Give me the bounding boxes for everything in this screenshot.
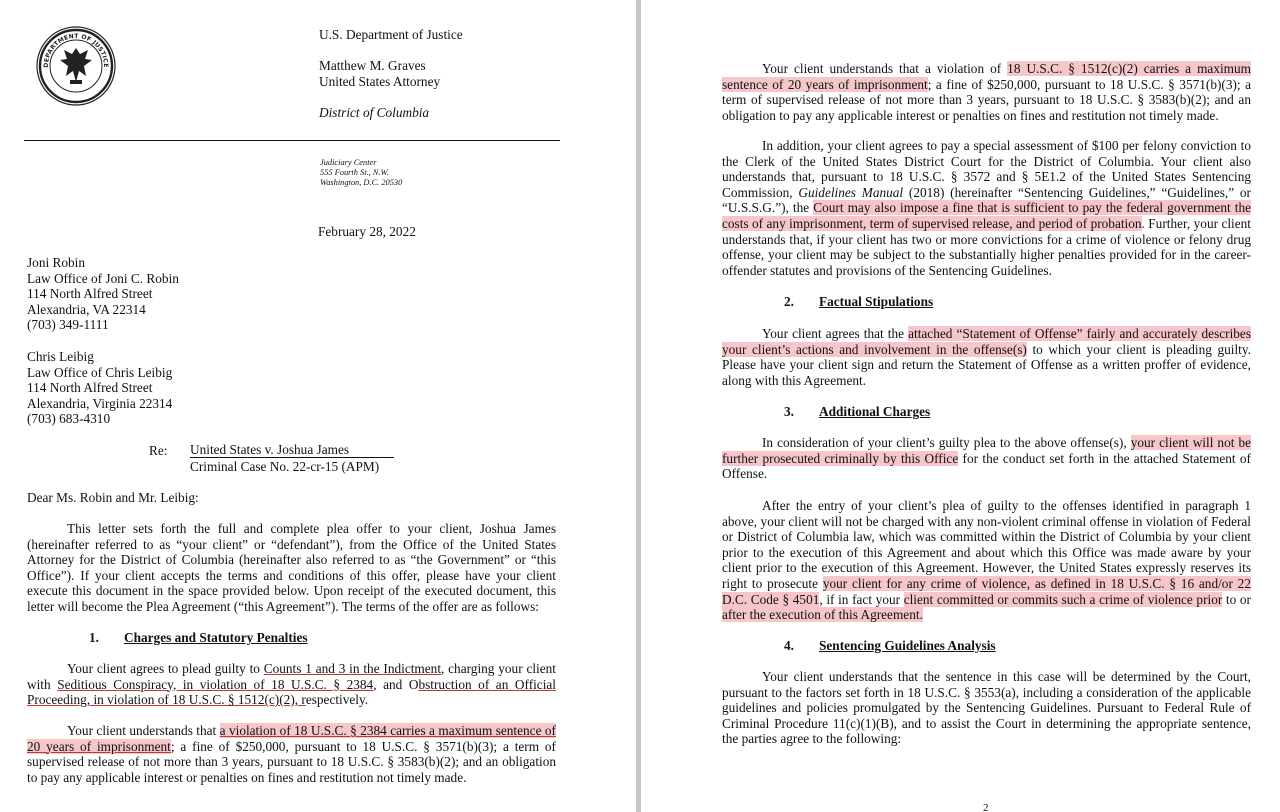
factual-paragraph: Your client agrees that the attached “Statement of Offense” fairly and accurately describes your client’s actions and involvement in the offense(s) to which your client is pleading guilty. Please have your client sign and return the Statement of Offense as a written proffer of evidence, along with this Agreement. bbox=[722, 326, 1251, 388]
attorney-title: United States Attorney bbox=[319, 74, 441, 89]
recipient-address-1: Joni Robin Law Office of Joni C. Robin 114 North Alfred Street Alexandria, VA 22314 (703) 349-1111 bbox=[27, 255, 179, 333]
re-label: Re: bbox=[149, 443, 168, 458]
document-page-2 bbox=[641, 0, 1280, 812]
svg-text:DEPARTMENT OF JUSTICE: DEPARTMENT OF JUSTICE bbox=[42, 32, 110, 68]
section-4-heading: 4. Sentencing Guidelines Analysis bbox=[784, 638, 996, 653]
section-3-heading: 3. Additional Charges bbox=[784, 404, 931, 419]
letterhead-divider bbox=[24, 140, 560, 141]
additional-charges-paragraph: In consideration of your client’s guilty plea to the above offense(s), your client will not be further prosecuted criminally by this Office for the conduct set forth in the attached Statement of Offense. bbox=[722, 435, 1251, 482]
penalty-paragraph-1512: Your client understands that a violation of 18 U.S.C. § 1512(c)(2) carries a maximum sentence of 20 years of imprisonment; a fine of $250,000, pursuant to 18 U.S.C. § 3571(b)(3); a term of supervised release of not more than 3 years, pursuant to 18 U.S.C. § 3583(b)(2); and an obligation to pay any applicable interest or penalties on fines and restitution not timely made. bbox=[722, 61, 1252, 123]
salutation: Dear Ms. Robin and Mr. Leibig: bbox=[27, 490, 199, 505]
attorney-name: Matthew M. Graves bbox=[319, 58, 426, 73]
district-name: District of Columbia bbox=[319, 105, 430, 120]
case-title: United States v. Joshua James bbox=[190, 443, 394, 458]
after-plea-paragraph: After the entry of your client’s plea of guilty to the offenses identified in paragraph 1 above, your client will not be charged with any non-violent criminal offense in violation of Federal or District of Columbia law, which was committed within the District of Columbia by your client prior to the execution of this Agreement and about which this Office was made aware by your client prior to the execution of this Agreement. However, the United States expressly reserves its right to prosecute your client for any crime of violence, as defined in 18 U.S.C. § 16 and/or 22 D.C. Code § 4501, if in fact your client committed or commits such a crime of violence prior to or after the execution of this Agreement. bbox=[722, 498, 1251, 623]
charges-paragraph: Your client agrees to plead guilty to Counts 1 and 3 in the Indictment, charging your client with Seditious Conspiracy, in violation of 18 U.S.C. § 2384, and Obstruction of an Official Proceeding, in violation of 18 U.S.C. § 1512(c)(2), respectively. bbox=[27, 661, 557, 708]
section-2-heading: 2. Factual Stipulations bbox=[784, 294, 934, 309]
section-1-heading: 1. Charges and Statutory Penalties bbox=[89, 630, 308, 645]
document-page-1 bbox=[0, 0, 636, 812]
letter-date: February 28, 2022 bbox=[318, 224, 416, 239]
department-name: U.S. Department of Justice bbox=[319, 27, 463, 42]
sentencing-paragraph: Your client understands that the sentence in this case will be determined by the Court, pursuant to the factors set forth in 18 U.S.C. § 3553(a), including a consideration of the applicable guidelines and policies promulgated by the Sentencing Guidelines. Pursuant to Federal Rule of Criminal Procedure 11(c)(1)(B), and to assist the Court in determining the appropriate sentence, the parties agree to the following: bbox=[722, 669, 1251, 747]
intro-paragraph: This letter sets forth the full and complete plea offer to your client, Joshua James (hereinafter referred to as “your client” or “defendant”), from the Office of the United States Attorney for the District of Columbia (hereinafter also referred to as “the Government” or “this Office”). If your client accepts the terms and conditions of this offer, please have your client execute this document in the space provided below. Upon receipt of the executed document, this letter will become the Plea Agreement (“this Agreement”). The terms of the offer are as follows: bbox=[27, 521, 556, 614]
case-number: Criminal Case No. 22-cr-15 (APM) bbox=[190, 459, 380, 474]
page-number: 2 bbox=[983, 802, 989, 812]
doj-seal-icon bbox=[36, 26, 116, 106]
penalty-paragraph-2384: Your client understands that a violation of 18 U.S.C. § 2384 carries a maximum sentence of 20 years of imprisonment; a fine of $250,000, pursuant to 18 U.S.C. § 3571(b)(3); a term of supervised release of not more than 3 years, pursuant to 18 U.S.C. § 3583(b)(2); and an obligation to pay any applicable interest or penalties on fines and restitution not timely made. bbox=[27, 723, 556, 785]
office-address: Judiciary Center 555 Fourth St., N.W. Washington, D.C. 20530 bbox=[320, 158, 403, 187]
assessment-paragraph: In addition, your client agrees to pay a special assessment of $100 per felony conviction to the Clerk of the United States District Court for the District of Columbia. Your client also understands that, pursuant to 18 U.S.C. § 3572 and § 5E1.2 of the United States Sentencing Commission, Guidelines Manual (2018) (hereinafter “Sentencing Guidelines,” “Guidelines,” or “U.S.S.G.”), the Court may also impose a fine that is sufficient to pay the federal government the costs of any imprisonment, term of supervised release, and period of probation. Further, your client understands that, if your client has two or more convictions for a crime of violence or felony drug offense, your client may be subject to the substantially higher penalties provided for in the career-offender statutes and provisions of the Sentencing Guidelines. bbox=[722, 138, 1251, 278]
recipient-address-2: Chris Leibig Law Office of Chris Leibig 114 North Alfred Street Alexandria, Virginia 22314 (703) 683-4310 bbox=[27, 349, 173, 427]
